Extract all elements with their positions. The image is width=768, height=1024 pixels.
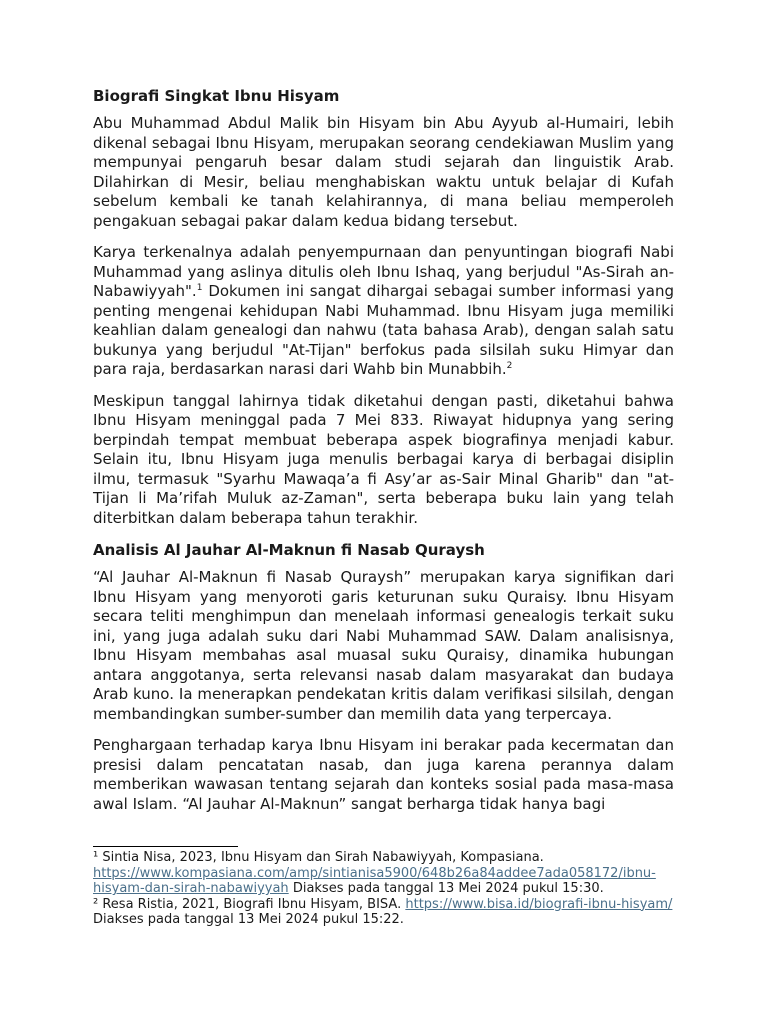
section-heading-biografi: Biografi Singkat Ibnu Hisyam: [93, 87, 340, 105]
footnote-1-link[interactable]: https://www.kompasiana.com/amp/sintianisa5900/648b26a84addee7ada058172/ibnu-hisyam-dan-sirah-nabawiyyah: [93, 865, 656, 896]
paragraph-biografi-3: Meskipun tanggal lahirnya tidak diketahui dengan pasti, diketahui bahwa Ibnu Hisyam meninggal pada 7 Mei 833. Riwayat hidupnya yang sering berpindah tempat membuat beberapa aspek biografinya menjadi kabur. Selain itu, Ibnu Hisyam juga menulis berbagai karya di berbagai disiplin ilmu, termasuk "Syarhu Mawaqa’a fi Asy’ar as-Sair Minal Gharib" dan "at-Tijan li Ma’rifah Muluk az-Zaman", serta beberapa buku lain yang telah diterbitkan dalam beberapa tahun terakhir.: [93, 391, 674, 527]
footnote-ref-2[interactable]: 2: [506, 361, 513, 371]
paragraph-biografi-1: Abu Muhammad Abdul Malik bin Hisyam bin Abu Ayyub al-Humairi, lebih dikenal sebagai Ibnu Hisyam, merupakan seorang cendekiawan Muslim yang mempunyai pengaruh besar dalam studi sejarah dan linguistik Arab. Dilahirkan di Mesir, beliau menghabiskan waktu untuk belajar di Kufah sebelum kembali ke tanah kelahirannya, di mana beliau memperoleh pengakuan sebagai pakar dalam kedua bidang tersebut.: [93, 114, 674, 230]
section-heading-analisis: Analisis Al Jauhar Al-Maknun fi Nasab Quraysh: [93, 541, 485, 559]
paragraph-text: Dokumen ini sangat dihargai sebagai sumber informasi yang penting mengenai kehidupan Nabi Muhammad. Ibnu Hisyam juga memiliki keahlian dalam genealogi dan nahwu (tata bahasa Arab), dengan salah satu bukunya yang berjudul "At-Tijan" berfokus pada silsilah suku Himyar dan para raja, berdasarkan narasi dari Wahb bin Munabbih.: [93, 282, 674, 378]
footnote-ref-1[interactable]: 1: [196, 283, 203, 293]
paragraph-analisis-2: Penghargaan terhadap karya Ibnu Hisyam ini berakar pada kecermatan dan presisi dalam pencatatan nasab, dan juga karena perannya dalam memberikan wawasan tentang sejarah dan konteks sosial pada masa-masa awal Islam. “Al Jauhar Al-Maknun” sangat berharga tidak hanya bagi: [93, 736, 674, 813]
document-body: [93, 86, 674, 826]
footnotes: [93, 846, 693, 928]
paragraph-text: Karya terkenalnya adalah penyempurnaan dan penyuntingan biografi Nabi Muhammad yang aslinya ditulis oleh Ibnu Ishaq, yang berjudul "As-Sirah an-Nabawiyyah".: [93, 243, 674, 300]
footnote-2-link[interactable]: https://www.bisa.id/biografi-ibnu-hisyam/: [405, 896, 673, 912]
footnote-2-access: Diakses pada tanggal 13 Mei 2024 pukul 15:22.: [93, 912, 404, 927]
paragraph-analisis-1: “Al Jauhar Al-Maknun fi Nasab Quraysh” merupakan karya signifikan dari Ibnu Hisyam yang menyoroti garis keturunan suku Quraisy. Ibnu Hisyam secara teliti menghimpun dan menelaah informasi genealogis terkait suku ini, yang juga adalah suku dari Nabi Muhammad SAW. Dalam analisisnya, Ibnu Hisyam membahas asal muasal suku Quraisy, dinamika hubungan antara anggotanya, serta relevansi nasab dalam masyarakat dan budaya Arab kuno. Ia menerapkan pendekatan kritis dalam verifikasi silsilah, dengan membandingkan sumber-sumber dan memilih data yang terpercaya.: [93, 568, 674, 723]
footnote-1-access: Diakses pada tanggal 13 Mei 2024 pukul 15:30.: [288, 881, 604, 896]
footnote-2-text: ² Resa Ristia, 2021, Biografi Ibnu Hisyam, BISA.: [93, 896, 406, 912]
footnote-1: [93, 850, 693, 897]
footnote-divider: [93, 846, 238, 847]
paragraph-biografi-2: [93, 243, 674, 380]
footnote-1-text: ¹ Sintia Nisa, 2023, Ibnu Hisyam dan Sirah Nabawiyyah, Kompasiana.: [93, 850, 544, 865]
footnote-2: [93, 897, 693, 928]
